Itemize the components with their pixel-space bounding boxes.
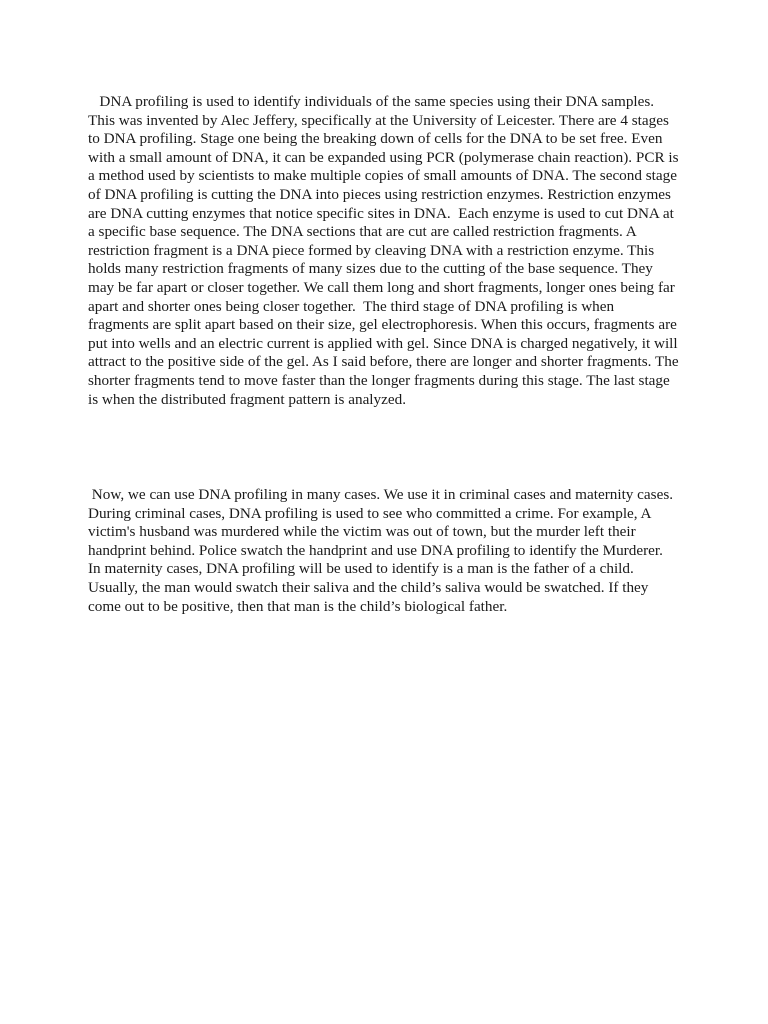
text-line: is when the distributed fragment pattern is analyzed. [88,390,406,408]
text-line: may be far apart or closer together. We call them long and short fragments, longer ones being far [88,278,675,296]
text-line: In maternity cases, DNA profiling will be used to identify is a man is the father of a child. [88,560,634,578]
text-line: apart and shorter ones being closer together. The third stage of DNA profiling is when [88,297,615,315]
text-line: with a small amount of DNA, it can be expanded using PCR (polymerase chain reaction). PCR is [88,148,679,166]
text-line: This was invented by Alec Jeffery, specifically at the University of Leicester. There are 4 stages [88,111,669,129]
text-line: DNA profiling is used to identify individuals of the same species using their DNA samples. [88,93,655,110]
paragraph-dna-profiling-stages [88,93,688,409]
text-line: fragments are split apart based on their size, gel electrophoresis. When this occurs, fragments are [88,316,677,334]
text-line: attract to the positive side of the gel. As I said before, there are longer and shorter fragments. The [88,353,679,371]
text-line: shorter fragments tend to move faster than the longer fragments during this stage. The last stage [88,371,670,389]
text-line: are DNA cutting enzymes that notice specific sites in DNA. Each enzyme is used to cut DNA at [88,204,674,222]
text-line: of DNA profiling is cutting the DNA into pieces using restriction enzymes. Restriction enzymes [88,185,671,203]
text-line: handprint behind. Police swatch the handprint and use DNA profiling to identify the Murderer. [88,541,663,559]
text-line: Now, we can use DNA profiling in many cases. We use it in criminal cases and maternity cases. [88,486,674,503]
text-line: put into wells and an electric current is applied with gel. Since DNA is charged negatively, it will [88,334,678,352]
text-line: a specific base sequence. The DNA sections that are cut are called restriction fragments. A [88,223,637,241]
text-line: restriction fragment is a DNA piece formed by cleaving DNA with a restriction enzyme. This [88,241,655,259]
text-line: to DNA profiling. Stage one being the breaking down of cells for the DNA to be set free. Even [88,130,663,148]
text-line: Usually, the man would swatch their saliva and the child’s saliva would be swatched. If they [88,578,649,596]
text-line: victim's husband was murdered while the victim was out of town, but the murder left their [88,523,636,541]
text-line: holds many restriction fragments of many sizes due to the cutting of the base sequence. They [88,260,653,278]
text-line: come out to be positive, then that man is the child’s biological father. [88,597,508,615]
text-line: During criminal cases, DNA profiling is used to see who committed a crime. For example, A [88,504,652,522]
text-line: a method used by scientists to make multiple copies of small amounts of DNA. The second stage [88,167,677,185]
paragraph-dna-profiling-uses [88,486,688,616]
